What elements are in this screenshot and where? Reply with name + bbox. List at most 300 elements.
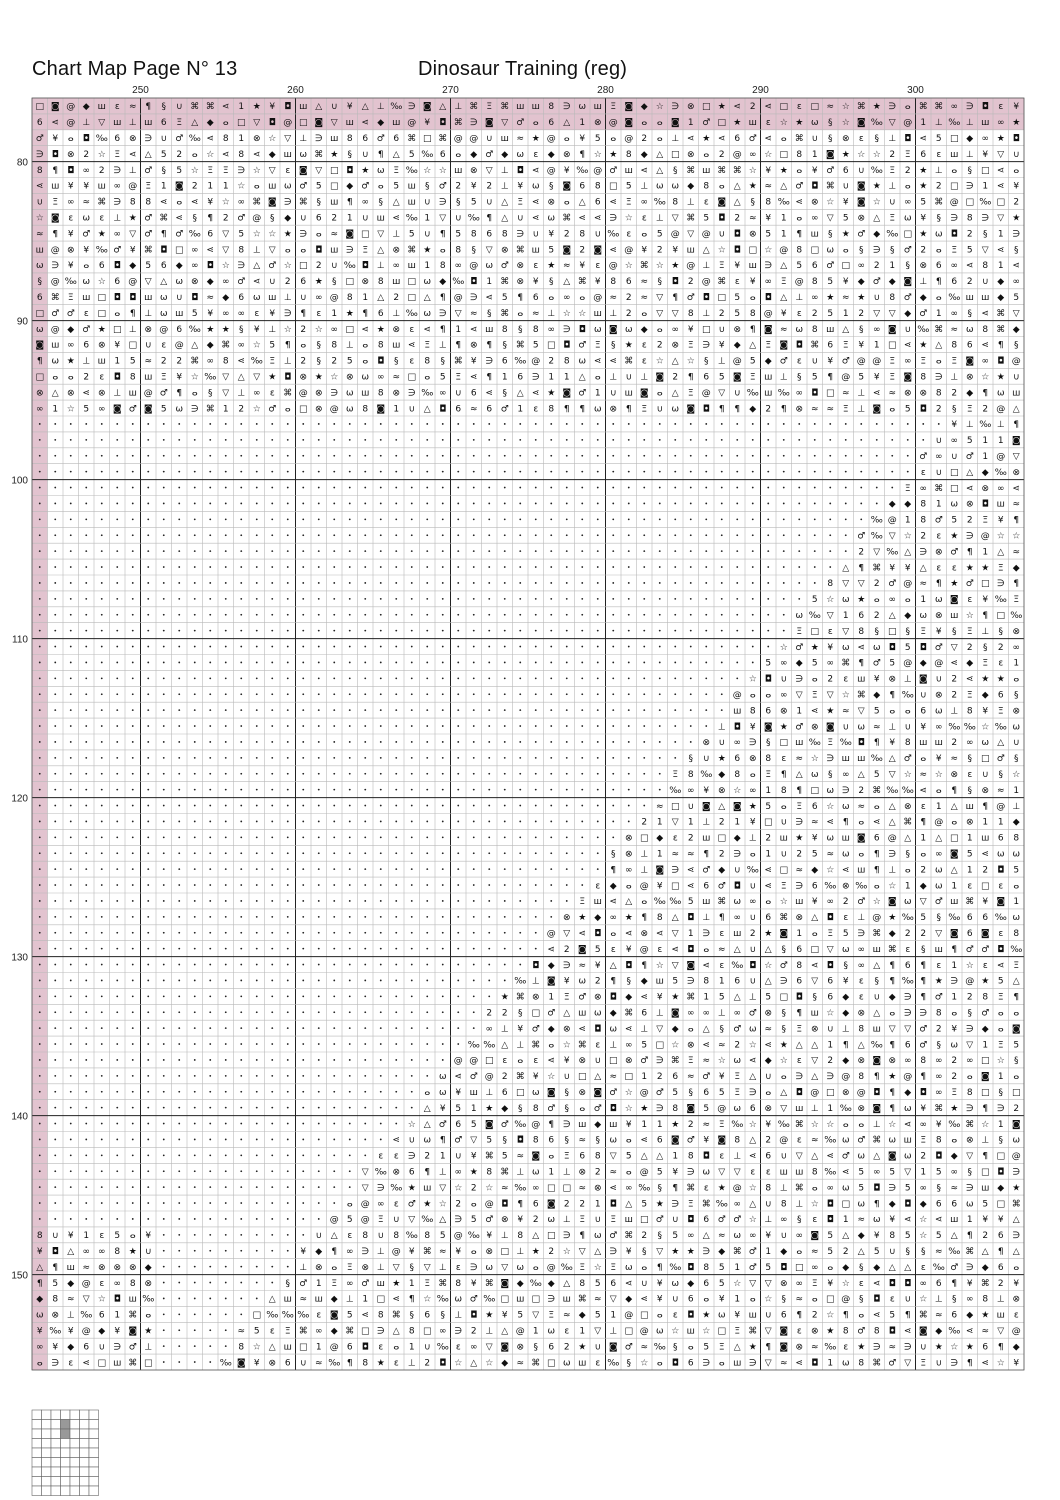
stitch-symbol: ⋖ [748,1151,757,1162]
stitch-symbol: ¶ [129,308,136,319]
stitch-dot [426,916,428,918]
stitch-symbol: @ [407,118,417,129]
stitch-symbol: ≈ [919,579,928,590]
stitch-symbol: △ [423,292,431,303]
stitch-symbol: ¶ [966,547,973,558]
stitch-dot [194,1075,196,1077]
stitch-symbol: ∋ [671,102,680,113]
stitch-symbol: ∪ [625,372,633,383]
stitch-symbol: ∪ [981,769,989,780]
stitch-symbol: ⊥ [376,261,385,272]
stitch-dot [70,916,72,918]
stitch-symbol: ⊥ [640,865,649,876]
stitch-dot [349,789,351,791]
stitch-symbol: ω [857,722,866,733]
stitch-dot [271,1202,273,1204]
stitch-symbol: ◆ [919,658,927,669]
stitch-symbol: ⋖ [392,1135,401,1146]
stitch-symbol: ⌘ [717,165,727,176]
stitch-dot [70,1075,72,1077]
stitch-symbol: ≈ [950,324,959,335]
stitch-symbol: ⊗ [919,261,928,272]
stitch-dot [163,725,165,727]
stitch-dot [333,1154,335,1156]
stitch-symbol: ∋ [283,197,292,208]
stitch-dot [240,471,242,473]
stitch-symbol: 5 [160,404,167,415]
stitch-symbol: ⋖ [1012,483,1021,494]
stitch-symbol: 8 [920,372,927,383]
stitch-dot [85,1043,87,1045]
stitch-symbol: ∞ [795,1231,803,1242]
stitch-symbol: 5 [904,1231,911,1242]
stitch-dot [240,805,242,807]
stitch-symbol: ¥ [470,1151,477,1162]
stitch-symbol: 1 [470,1103,477,1114]
stitch-symbol: ¶ [687,372,694,383]
stitch-symbol: 2 [393,292,400,303]
stitch-symbol: ▽ [609,1294,617,1305]
stitch-symbol: ∋ [562,102,571,113]
stitch-symbol: 2 [718,817,725,828]
stitch-symbol: ⋖ [531,213,540,224]
stitch-symbol: ⊥ [702,261,711,272]
stitch-symbol: ◙ [143,404,153,415]
stitch-symbol: 5 [687,897,694,908]
stitch-symbol: 2 [765,833,772,844]
stitch-dot [178,1282,180,1284]
stitch-dot [411,439,413,441]
stitch-symbol: ε [409,324,415,335]
stitch-dot [829,566,831,568]
stitch-symbol: ¥ [718,1072,725,1083]
stitch-symbol: ♂ [934,642,943,653]
stitch-symbol: 8 [703,1262,710,1273]
stitch-dot [163,805,165,807]
stitch-dot [116,995,118,997]
stitch-symbol: ⋖ [996,245,1005,256]
stitch-dot [225,995,227,997]
stitch-dot [535,805,537,807]
stitch-symbol: ◆ [640,102,648,113]
stitch-symbol: ⌘ [469,102,479,113]
stitch-symbol: ⋖ [702,1040,711,1051]
stitch-symbol: ♂ [950,547,959,558]
stitch-symbol: @ [732,690,742,701]
stitch-symbol: 5 [889,658,896,669]
stitch-dot [597,868,599,870]
stitch-symbol: Ξ [982,658,989,669]
stitch-dot [101,1107,103,1109]
stitch-dot [349,1154,351,1156]
stitch-symbol: □ [531,1008,541,1019]
stitch-dot [101,1202,103,1204]
stitch-symbol: ◘ [268,118,276,129]
stitch-dot [54,964,56,966]
stitch-symbol: ◙ [903,277,913,288]
stitch-symbol: ‰ [281,1310,294,1321]
stitch-symbol: ш [655,976,664,987]
stitch-dot [612,709,614,711]
stitch-symbol: ♂ [547,1103,556,1114]
stitch-dot [550,566,552,568]
stitch-dot [674,677,676,679]
stitch-symbol: 8 [594,1151,601,1162]
stitch-symbol: ε [595,1040,601,1051]
stitch-symbol: ★ [128,213,137,224]
stitch-dot [798,534,800,536]
stitch-symbol: ∞ [981,356,989,367]
stitch-symbol: ω [547,1326,556,1337]
stitch-symbol: △ [749,340,757,351]
stitch-symbol: ⊗ [640,928,649,939]
stitch-symbol: ⊗ [485,1246,494,1257]
stitch-dot [70,1186,72,1188]
stitch-dot [488,932,490,934]
stitch-dot [101,805,103,807]
stitch-symbol: ◘ [67,165,75,176]
stitch-dot [318,757,320,759]
stitch-symbol: ш [128,388,137,399]
stitch-dot [54,836,56,838]
stitch-symbol: ▽ [222,388,230,399]
stitch-symbol: ⊗ [609,404,618,415]
stitch-symbol: ♂ [128,404,137,415]
stitch-symbol: ◙ [856,833,866,844]
stitch-symbol: ▽ [997,149,1005,160]
stitch-symbol: ▽ [268,165,276,176]
stitch-dot [535,916,537,918]
stitch-dot [116,1059,118,1061]
stitch-dot [473,439,475,441]
stitch-dot [256,932,258,934]
stitch-dot [225,900,227,902]
stitch-symbol: ¶ [455,340,462,351]
stitch-dot [426,1075,428,1077]
stitch-symbol: ⴰ [145,1310,152,1321]
stitch-dot [116,677,118,679]
stitch-symbol: □ [639,833,649,844]
stitch-symbol: 5 [765,801,772,812]
stitch-symbol: ω [299,149,308,160]
stitch-dot [178,868,180,870]
stitch-symbol: ∋ [826,1072,835,1083]
stitch-symbol: ш [500,133,509,144]
stitch-dot [85,1107,87,1109]
stitch-symbol: ☆ [717,1056,726,1067]
stitch-symbol: 1 [1013,785,1020,796]
stitch-symbol: ε [858,1278,864,1289]
stitch-dot [705,439,707,441]
stitch-dot [147,773,149,775]
stitch-dot [333,646,335,648]
stitch-dot [380,550,382,552]
stitch-dot [116,932,118,934]
stitch-symbol: ¥ [842,277,849,288]
stitch-symbol: ★ [330,149,339,160]
stitch-symbol: ¥ [842,976,849,987]
stitch-dot [845,503,847,505]
stitch-symbol: ¶ [842,817,849,828]
stitch-symbol: 6 [765,1151,772,1162]
stitch-symbol: ε [641,340,647,351]
stitch-dot [256,1170,258,1172]
stitch-symbol: 8 [780,1199,787,1210]
stitch-dot [178,1250,180,1252]
stitch-symbol: Ξ [114,149,121,160]
stitch-symbol: ◙ [872,1103,882,1114]
stitch-dot [85,582,87,584]
stitch-symbol: △ [1012,404,1020,415]
stitch-symbol: ⴰ [780,133,787,144]
stitch-symbol: ☆ [1012,769,1021,780]
stitch-symbol: ⊥ [640,181,649,192]
stitch-dot [349,471,351,473]
stitch-symbol: ◙ [50,102,60,113]
stitch-symbol: ш [330,245,339,256]
stitch-symbol: § [502,1135,507,1146]
stitch-symbol: Ξ [951,356,958,367]
stitch-dot [411,932,413,934]
stitch-symbol: ⋖ [686,133,695,144]
stitch-symbol: □ [949,833,959,844]
stitch-symbol: ⊗ [66,245,75,256]
stitch-symbol: ш [330,133,339,144]
stitch-dot [628,646,630,648]
stitch-dot [597,518,599,520]
stitch-symbol: ★ [392,1278,401,1289]
stitch-dot [659,439,661,441]
stitch-symbol: § [781,1294,786,1305]
stitch-dot [225,1218,227,1220]
stitch-dot [597,598,599,600]
stitch-symbol: ⌘ [205,404,215,415]
stitch-dot [628,805,630,807]
stitch-symbol: ∞ [625,1183,633,1194]
stitch-dot [457,932,459,934]
stitch-symbol: ★ [826,292,835,303]
stitch-symbol: ◆ [640,149,648,160]
stitch-symbol: ◆ [501,1103,509,1114]
stitch-symbol: Ξ [579,1262,586,1273]
stitch-dot [364,566,366,568]
stitch-symbol: ★ [810,642,819,653]
stitch-symbol: ∪ [1012,738,1020,749]
stitch-dot [426,900,428,902]
stitch-dot [116,868,118,870]
stitch-dot [674,693,676,695]
stitch-symbol: ⴰ [114,308,121,319]
stitch-symbol: ☆ [779,897,788,908]
stitch-symbol: ◙ [1011,1119,1021,1130]
stitch-dot [380,1043,382,1045]
stitch-symbol: ∞ [253,388,261,399]
stitch-dot [178,503,180,505]
stitch-symbol: ★ [841,149,850,160]
stitch-dot [116,598,118,600]
stitch-dot [85,741,87,743]
stitch-dot [225,964,227,966]
stitch-symbol: ⌘ [701,1199,711,1210]
stitch-symbol: ⋖ [764,865,773,876]
stitch-dot [411,789,413,791]
stitch-symbol: ∋ [237,261,246,272]
stitch-symbol: ω [624,1262,633,1273]
stitch-symbol: 1 [83,1231,90,1242]
stitch-symbol: ω [175,277,184,288]
stitch-dot [287,614,289,616]
stitch-symbol: ¥ [811,833,818,844]
stitch-dot [426,439,428,441]
stitch-dot [442,1059,444,1061]
stitch-symbol: ★ [547,388,556,399]
stitch-dot [54,757,56,759]
stitch-symbol: @ [283,118,293,129]
stitch-symbol: Ξ [811,690,818,701]
stitch-symbol: 5 [346,1310,353,1321]
stitch-symbol: 5 [982,1199,989,1210]
stitch-symbol: ω [1012,913,1021,924]
stitch-symbol: △ [144,149,152,160]
stitch-dot [147,630,149,632]
stitch-dot [240,630,242,632]
stitch-dot [690,725,692,727]
stitch-dot [178,1298,180,1300]
stitch-symbol: ⊥ [764,1215,773,1226]
stitch-symbol: Ξ [1013,960,1020,971]
stitch-symbol: ¥ [176,372,183,383]
stitch-dot [225,455,227,457]
stitch-symbol: Ξ [920,356,927,367]
stitch-dot [39,1107,41,1109]
stitch-dot [225,487,227,489]
stitch-symbol: △ [423,404,431,415]
stitch-symbol: ≈ [888,388,897,399]
stitch-dot [287,805,289,807]
stitch-symbol: ∪ [408,404,416,415]
stitch-dot [364,1043,366,1045]
stitch-symbol: ◙ [686,1103,696,1114]
stitch-symbol: ◙ [887,897,897,908]
stitch-symbol: ⌘ [515,992,525,1003]
stitch-dot [178,980,180,982]
stitch-dot [643,487,645,489]
stitch-symbol: ◘ [532,960,540,971]
stitch-symbol: ⌘ [407,245,417,256]
stitch-dot [178,630,180,632]
stitch-symbol: ∞ [687,1008,695,1019]
stitch-symbol: ☆ [562,308,571,319]
stitch-symbol: ш [423,1183,432,1194]
stitch-dot [240,1202,242,1204]
stitch-dot [101,741,103,743]
stitch-dot [380,773,382,775]
stitch-symbol: □ [515,1087,525,1098]
stitch-dot [318,662,320,664]
stitch-symbol: ∋ [609,213,618,224]
stitch-symbol: ¶ [997,340,1004,351]
stitch-dot [39,964,41,966]
stitch-dot [411,1027,413,1029]
stitch-symbol: ⊗ [981,483,990,494]
stitch-dot [132,773,134,775]
stitch-dot [194,1043,196,1045]
stitch-symbol: § [688,1087,693,1098]
stitch-dot [550,582,552,584]
stitch-dot [163,1011,165,1013]
stitch-dot [240,566,242,568]
stitch-dot [349,1059,351,1061]
stitch-symbol: ◆ [919,292,927,303]
stitch-symbol: ◆ [718,865,726,876]
stitch-dot [240,439,242,441]
stitch-symbol: 2 [455,1199,462,1210]
stitch-symbol: ∞ [780,1215,788,1226]
stitch-dot [85,948,87,950]
stitch-dot [116,1186,118,1188]
stitch-symbol: 5 [765,229,772,240]
stitch-symbol: △ [392,149,400,160]
stitch-symbol: ⊥ [934,1294,943,1305]
stitch-dot [581,789,583,791]
stitch-dot [550,598,552,600]
stitch-dot [271,646,273,648]
stitch-dot [287,868,289,870]
stitch-dot [519,789,521,791]
stitch-symbol: 6 [966,913,973,924]
stitch-dot [473,423,475,425]
stitch-symbol: ▽ [485,245,493,256]
stitch-symbol: ⋖ [1012,261,1021,272]
stitch-symbol: □ [35,102,45,113]
stitch-dot [380,900,382,902]
stitch-symbol: § [797,372,802,383]
stitch-symbol: ¥ [997,1215,1004,1226]
stitch-dot [116,1123,118,1125]
stitch-dot [318,1170,320,1172]
stitch-symbol: ‰ [886,229,899,240]
stitch-dot [426,964,428,966]
stitch-symbol: ε [533,261,539,272]
stitch-dot [271,534,273,536]
stitch-symbol: ш [702,897,711,908]
stitch-dot [271,741,273,743]
stitch-symbol: ≈ [82,1262,91,1273]
stitch-symbol: 5 [191,308,198,319]
stitch-symbol: Ξ [610,1215,617,1226]
stitch-symbol: 8 [982,261,989,272]
stitch-symbol: ▽ [811,976,819,987]
stitch-dot [256,487,258,489]
stitch-symbol: ⴰ [52,372,59,383]
stitch-dot [426,550,428,552]
stitch-symbol: □ [360,1326,370,1337]
stitch-symbol: Ξ [904,149,911,160]
stitch-dot [147,534,149,536]
stitch-dot [54,646,56,648]
stitch-dot [628,455,630,457]
stitch-symbol: □ [236,118,246,129]
stitch-symbol: ▽ [82,1294,90,1305]
stitch-symbol: Ξ [827,928,834,939]
stitch-symbol: 8 [827,579,834,590]
stitch-symbol: ★ [996,133,1005,144]
stitch-symbol: 8 [858,1024,865,1035]
stitch-symbol: ω [934,865,943,876]
stitch-dot [101,646,103,648]
stitch-dot [209,916,211,918]
stitch-symbol: ⴰ [625,1167,632,1178]
